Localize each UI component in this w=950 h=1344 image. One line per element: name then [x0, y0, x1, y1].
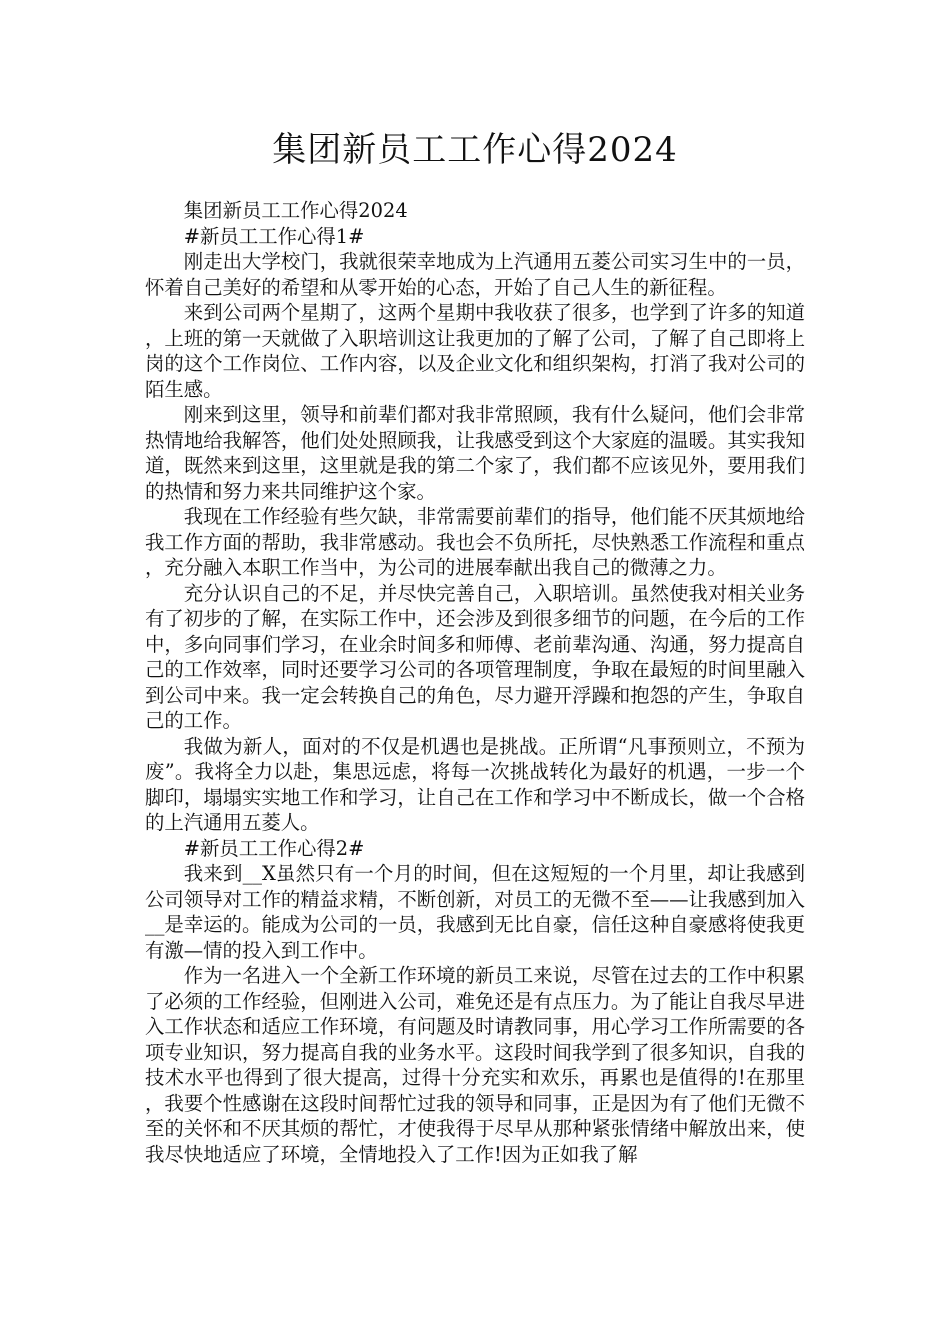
paragraph: 充分认识自己的不足，并尽快完善自己，入职培训。虽然使我对相关业务有了初步的了解，在实际工作中，还会涉及到很多细节的问题，在今后的工作中，多向同事们学习，在业余时间多和师傅、老前辈沟通、沟通，努力提高自己的工作效率，同时还要学习公司的各项管理制度，争取在最短的时间里融入到公司中来。我一定会转换自己的角色，尽力避开浮躁和抱怨的产生，争取自己的工作。 [145, 581, 805, 732]
document-body [145, 198, 805, 1167]
paragraph: 我现在工作经验有些欠缺，非常需要前辈们的指导，他们能不厌其烦地给我工作方面的帮助，我非常感动。我也会不负所托，尽快熟悉工作流程和重点，充分融入本职工作当中，为公司的进展奉献出我自己的微薄之力。 [145, 505, 805, 579]
paragraph: 刚来到这里，领导和前辈们都对我非常照顾，我有什么疑问，他们会非常热情地给我解答，他们处处照顾我，让我感受到这个大家庭的温暖。其实我知道，既然来到这里，这里就是我的第二个家了，我们都不应该见外，要用我们的热情和努力来共同维护这个家。 [145, 403, 805, 503]
document-title: 集团新员工工作心得2024 [272, 130, 678, 170]
paragraph-heading: 集团新员工工作心得2024 [183, 199, 408, 222]
paragraph: 我来到__X虽然只有一个月的时间，但在这短短的一个月里，却让我感到公司领导对工作的精益求精，不断创新，对员工的无微不至——让我感到加入__是幸运的。能成为公司的一员，我感到无比自豪，信任这种自豪感将使我更有激—情的投入到工作中。 [145, 862, 805, 962]
paragraph: 来到公司两个星期了，这两个星期中我收获了很多，也学到了许多的知道，上班的第一天就做了入职培训这让我更加的了解了公司，了解了自己即将上岗的这个工作岗位、工作内容，以及企业文化和组织架构，打消了我对公司的陌生感。 [145, 301, 805, 401]
paragraph: 我做为新人，面对的不仅是机遇也是挑战。正所谓“凡事预则立，不预为废”。我将全力以赴，集思远虑，将每一次挑战转化为最好的机遇，一步一个脚印，塌塌实实地工作和学习，让自己在工作和学习中不断成长，做一个合格的上汽通用五菱人。 [145, 734, 805, 834]
section-marker-1: #新员工工作心得1# [183, 224, 365, 248]
section-marker-2: #新员工工作心得2# [183, 836, 365, 860]
paragraph: 刚走出大学校门，我就很荣幸地成为上汽通用五菱公司实习生中的一员，怀着自己美好的希望和从零开始的心态，开始了自己人生的新征程。 [145, 250, 805, 299]
paragraph: 作为一名进入一个全新工作环境的新员工来说，尽管在过去的工作中积累了必须的工作经验，但刚进入公司，难免还是有点压力。为了能让自我尽早进入工作状态和适应工作环境，有问题及时请教同事，用心学习工作所需要的各项专业知识，努力提高自我的业务水平。这段时间我学到了很多知识，自我的技术水平也得到了很大提高，过得十分充实和欢乐，再累也是值得的!在那里，我要个性感谢在这段时间帮忙过我的领导和同事，正是因为有了他们无微不至的关怀和不厌其烦的帮忙，才使我得于尽早从那种紧张情绪中解放出来，使我尽快地适应了环境，全情地投入了工作!因为正如我了解 [145, 964, 805, 1166]
